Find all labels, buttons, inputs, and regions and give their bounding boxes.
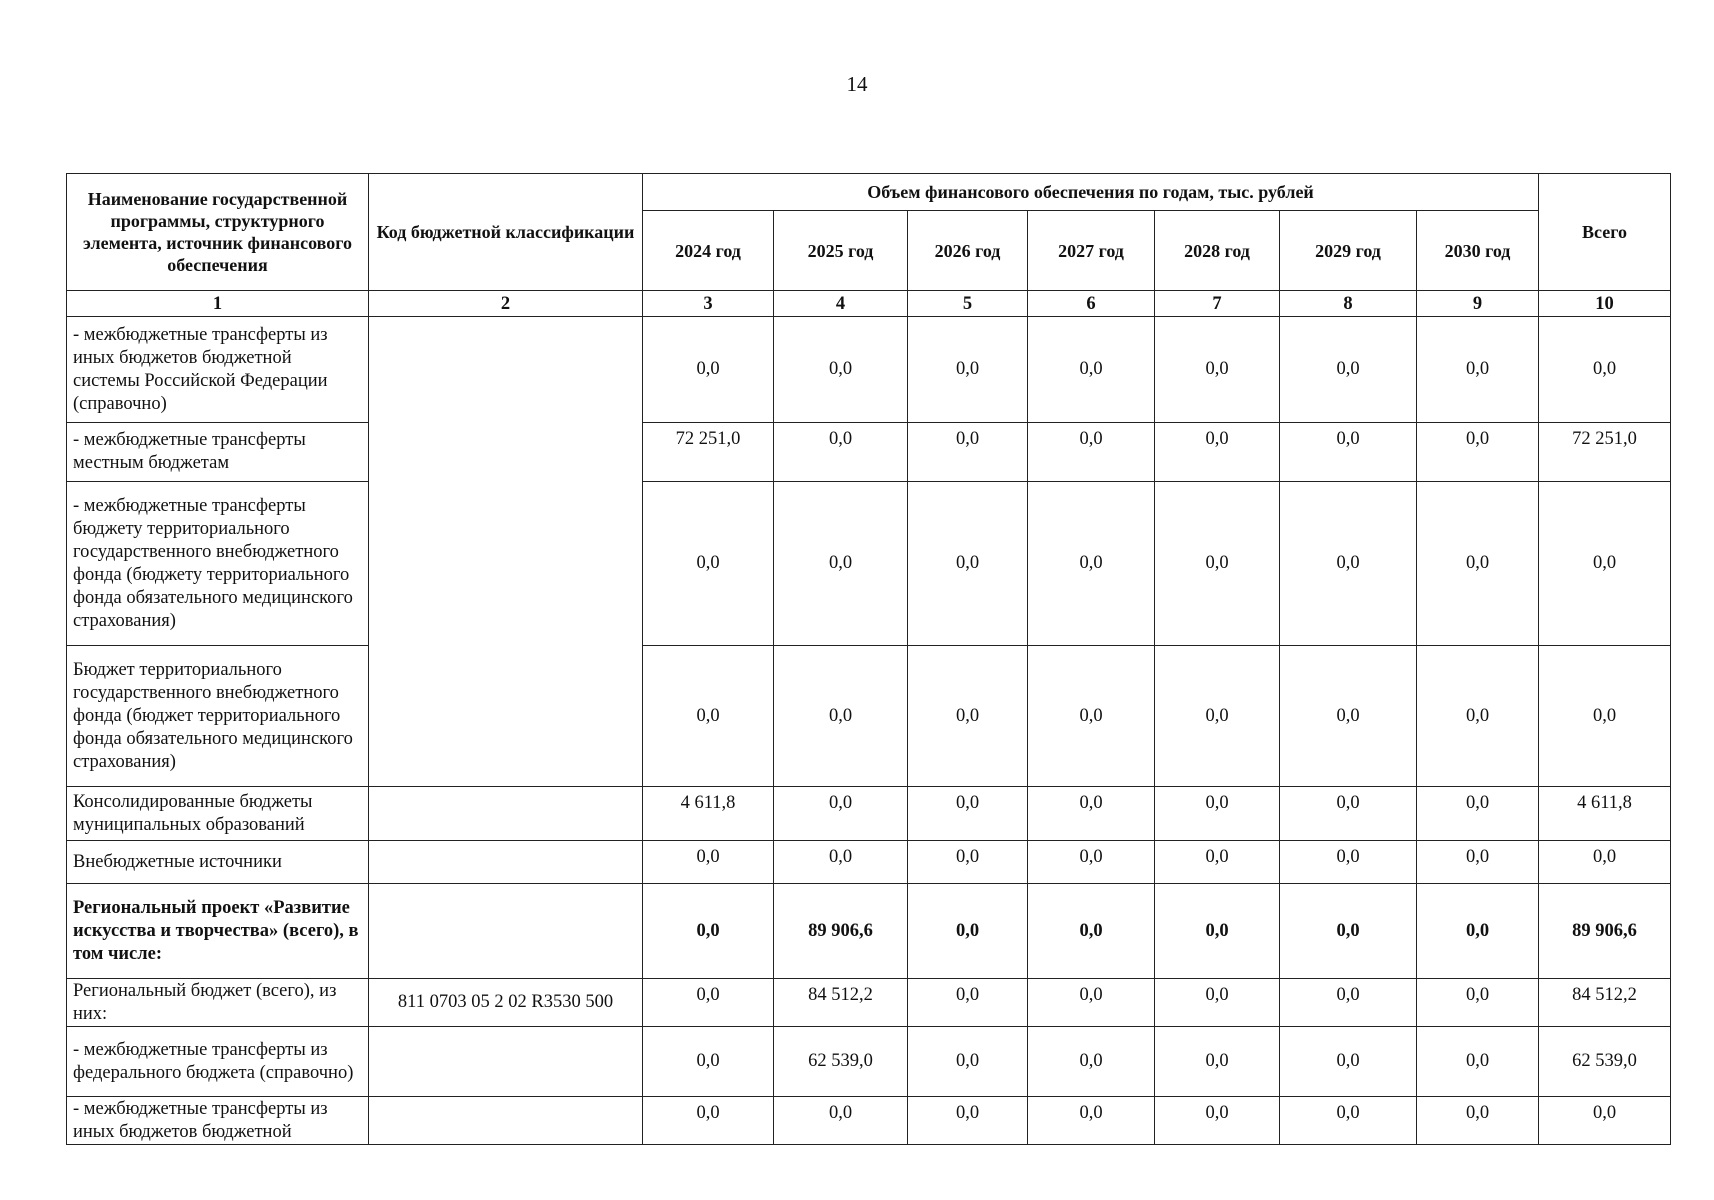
column-index: 7 xyxy=(1155,291,1280,317)
row-value-2025: 0,0 xyxy=(774,646,908,787)
row-value-2028: 0,0 xyxy=(1155,1027,1280,1097)
row-value-2029: 0,0 xyxy=(1280,1097,1417,1145)
table-row xyxy=(67,979,1671,1027)
row-value-2028: 0,0 xyxy=(1155,979,1280,1027)
row-name: Внебюджетные источники xyxy=(67,841,369,884)
row-value-2028: 0,0 xyxy=(1155,317,1280,423)
table-row xyxy=(67,646,1671,787)
column-index: 5 xyxy=(908,291,1028,317)
row-code xyxy=(369,1097,643,1145)
row-value-2027: 0,0 xyxy=(1028,1027,1155,1097)
row-value-total: 0,0 xyxy=(1539,841,1671,884)
row-value-total: 62 539,0 xyxy=(1539,1027,1671,1097)
row-value-2029: 0,0 xyxy=(1280,884,1417,979)
row-value-2028: 0,0 xyxy=(1155,787,1280,841)
column-index: 3 xyxy=(643,291,774,317)
header-year: 2024 год xyxy=(643,211,774,291)
row-value-2029: 0,0 xyxy=(1280,841,1417,884)
table-row xyxy=(67,841,1671,884)
row-value-2025: 0,0 xyxy=(774,423,908,482)
column-index: 9 xyxy=(1417,291,1539,317)
row-value-2024: 72 251,0 xyxy=(643,423,774,482)
row-code xyxy=(369,884,643,979)
header-row-top xyxy=(67,174,1671,211)
row-value-2027: 0,0 xyxy=(1028,979,1155,1027)
row-name: Бюджет территориального государственного внебюджетного фонда (бюджет территориального фонда обязательного медицинского страхования) xyxy=(67,646,369,787)
row-value-2029: 0,0 xyxy=(1280,423,1417,482)
table-row xyxy=(67,787,1671,841)
row-code: 811 0703 05 2 02 R3530 500 xyxy=(369,979,643,1027)
row-value-2027: 0,0 xyxy=(1028,787,1155,841)
financing-table xyxy=(66,173,1671,1145)
column-index: 1 xyxy=(67,291,369,317)
row-value-2030: 0,0 xyxy=(1417,979,1539,1027)
row-code xyxy=(369,787,643,841)
row-value-total: 0,0 xyxy=(1539,482,1671,646)
header-year: 2030 год xyxy=(1417,211,1539,291)
row-value-2027: 0,0 xyxy=(1028,1097,1155,1145)
row-name: - межбюджетные трансферты из иных бюджетов бюджетной xyxy=(67,1097,369,1145)
row-name: Региональный бюджет (всего), из них: xyxy=(67,979,369,1027)
row-value-2029: 0,0 xyxy=(1280,317,1417,423)
row-value-total: 89 906,6 xyxy=(1539,884,1671,979)
row-value-2026: 0,0 xyxy=(908,646,1028,787)
row-value-2030: 0,0 xyxy=(1417,884,1539,979)
row-value-2029: 0,0 xyxy=(1280,979,1417,1027)
row-value-total: 0,0 xyxy=(1539,1097,1671,1145)
row-value-2026: 0,0 xyxy=(908,787,1028,841)
row-code xyxy=(369,317,643,787)
column-index: 2 xyxy=(369,291,643,317)
table-row xyxy=(67,1027,1671,1097)
row-value-2028: 0,0 xyxy=(1155,423,1280,482)
header-name: Наименование государственной программы, структурного элемента, источник финансового обеспечения xyxy=(67,174,369,291)
row-value-2026: 0,0 xyxy=(908,1097,1028,1145)
row-value-2027: 0,0 xyxy=(1028,884,1155,979)
row-value-2026: 0,0 xyxy=(908,884,1028,979)
row-name: - межбюджетные трансферты бюджету территориального государственного внебюджетного фонда (бюджету территориального фонда обязательного медицинского страхования) xyxy=(67,482,369,646)
row-value-2027: 0,0 xyxy=(1028,841,1155,884)
row-name: Консолидированные бюджеты муниципальных образований xyxy=(67,787,369,841)
row-value-2030: 0,0 xyxy=(1417,482,1539,646)
row-value-2030: 0,0 xyxy=(1417,423,1539,482)
table-row xyxy=(67,423,1671,482)
row-name: - межбюджетные трансферты местным бюджетам xyxy=(67,423,369,482)
row-name: Региональный проект «Развитие искусства и творчества» (всего), в том числе: xyxy=(67,884,369,979)
row-value-2025: 89 906,6 xyxy=(774,884,908,979)
row-value-2024: 0,0 xyxy=(643,1097,774,1145)
row-value-2030: 0,0 xyxy=(1417,317,1539,423)
row-value-2025: 84 512,2 xyxy=(774,979,908,1027)
header-code: Код бюджетной классификации xyxy=(369,174,643,291)
row-value-2024: 0,0 xyxy=(643,482,774,646)
column-index: 4 xyxy=(774,291,908,317)
row-value-total: 4 611,8 xyxy=(1539,787,1671,841)
column-index: 6 xyxy=(1028,291,1155,317)
row-value-2030: 0,0 xyxy=(1417,787,1539,841)
column-index: 10 xyxy=(1539,291,1671,317)
row-value-2029: 0,0 xyxy=(1280,482,1417,646)
row-value-2024: 0,0 xyxy=(643,646,774,787)
row-name: - межбюджетные трансферты из иных бюджетов бюджетной системы Российской Федерации (справочно) xyxy=(67,317,369,423)
header-year: 2025 год xyxy=(774,211,908,291)
row-value-2028: 0,0 xyxy=(1155,884,1280,979)
table-row xyxy=(67,317,1671,423)
row-value-2025: 0,0 xyxy=(774,787,908,841)
header-year: 2026 год xyxy=(908,211,1028,291)
row-value-2024: 0,0 xyxy=(643,979,774,1027)
row-value-total: 72 251,0 xyxy=(1539,423,1671,482)
row-code xyxy=(369,841,643,884)
row-value-2028: 0,0 xyxy=(1155,482,1280,646)
row-name: - межбюджетные трансферты из федерального бюджета (справочно) xyxy=(67,1027,369,1097)
row-value-2030: 0,0 xyxy=(1417,646,1539,787)
row-value-2028: 0,0 xyxy=(1155,841,1280,884)
row-value-total: 0,0 xyxy=(1539,317,1671,423)
row-value-2024: 4 611,8 xyxy=(643,787,774,841)
table-row xyxy=(67,884,1671,979)
row-value-2024: 0,0 xyxy=(643,1027,774,1097)
row-value-2024: 0,0 xyxy=(643,884,774,979)
column-index: 8 xyxy=(1280,291,1417,317)
row-value-2026: 0,0 xyxy=(908,841,1028,884)
table-row xyxy=(67,1097,1671,1145)
row-value-2029: 0,0 xyxy=(1280,787,1417,841)
row-value-2026: 0,0 xyxy=(908,317,1028,423)
row-value-2030: 0,0 xyxy=(1417,841,1539,884)
row-value-2026: 0,0 xyxy=(908,979,1028,1027)
header-total: Всего xyxy=(1539,174,1671,291)
row-value-2029: 0,0 xyxy=(1280,1027,1417,1097)
row-value-total: 0,0 xyxy=(1539,646,1671,787)
row-value-total: 84 512,2 xyxy=(1539,979,1671,1027)
row-value-2025: 0,0 xyxy=(774,317,908,423)
row-value-2025: 0,0 xyxy=(774,482,908,646)
header-year: 2028 год xyxy=(1155,211,1280,291)
row-value-2030: 0,0 xyxy=(1417,1027,1539,1097)
header-volume-group: Объем финансового обеспечения по годам, тыс. рублей xyxy=(643,174,1539,211)
row-value-2026: 0,0 xyxy=(908,482,1028,646)
row-value-2027: 0,0 xyxy=(1028,646,1155,787)
row-value-2026: 0,0 xyxy=(908,423,1028,482)
row-value-2025: 0,0 xyxy=(774,841,908,884)
column-index-row xyxy=(67,291,1671,317)
table-row xyxy=(67,482,1671,646)
row-value-2028: 0,0 xyxy=(1155,1097,1280,1145)
row-value-2024: 0,0 xyxy=(643,317,774,423)
row-value-2025: 0,0 xyxy=(774,1097,908,1145)
row-value-2027: 0,0 xyxy=(1028,482,1155,646)
row-value-2025: 62 539,0 xyxy=(774,1027,908,1097)
row-value-2028: 0,0 xyxy=(1155,646,1280,787)
row-code xyxy=(369,1027,643,1097)
header-year: 2029 год xyxy=(1280,211,1417,291)
row-value-2026: 0,0 xyxy=(908,1027,1028,1097)
header-year: 2027 год xyxy=(1028,211,1155,291)
row-value-2024: 0,0 xyxy=(643,841,774,884)
row-value-2029: 0,0 xyxy=(1280,646,1417,787)
row-value-2030: 0,0 xyxy=(1417,1097,1539,1145)
page-number: 14 xyxy=(846,72,868,96)
row-value-2027: 0,0 xyxy=(1028,317,1155,423)
row-value-2027: 0,0 xyxy=(1028,423,1155,482)
